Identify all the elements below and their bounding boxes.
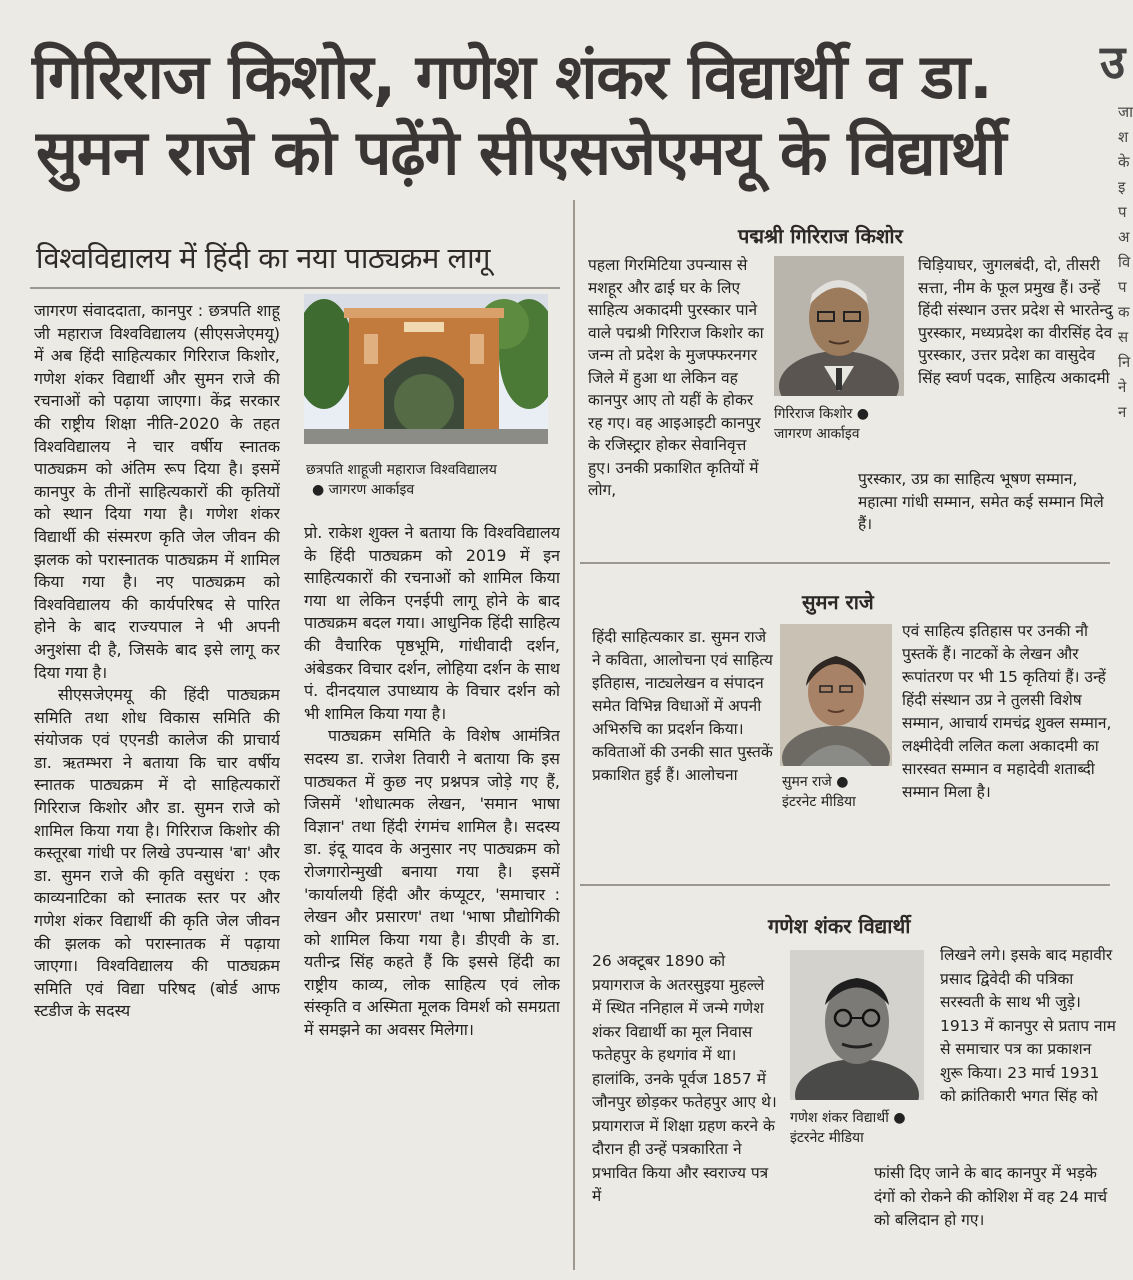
giriraj-photo-caption xyxy=(774,404,914,444)
adjacent-headline-fragment: उ xyxy=(1100,35,1126,89)
suman-text-left: हिंदी साहित्यकार डा. सुमन राजे ने कविता, आलोचना एवं साहित्य इतिहास, नाट्यलेखन व संपादन समेत विभिन्न विधाओं में अपनी अभिरुचि का प्रदर्शन किया। कविताओं की उनकी सात पुस्तकें प्रकाशित हुई हैं। आलोचना xyxy=(592,628,773,784)
giriraj-photo xyxy=(774,256,904,396)
ganesh-photo xyxy=(790,950,924,1100)
ganesh-text-left: 26 अक्टूबर 1890 को प्रयागराज के अतरसुइया मुहल्ले में स्थित ननिहाल में जन्मे गणेश शंकर विद्यार्थी का मूल निवास फतेहपुर के हथगांव में था। हालांकि, उनके पूर्वज 1857 में जौनपुर छोड़कर फतेहपुर आए थे। प्रयागराज में शिक्षा ग्रहण करने के दौरान ही उन्हें पत्रकारिता ने प्रभावित किया और स्वराज्य पत्र में xyxy=(592,952,777,1205)
suman-photo-caption xyxy=(782,772,902,812)
university-gate-photo xyxy=(304,294,548,444)
giriraj-text-right: चिड़ियाघर, जुगलबंदी, दो, तीसरी सत्ता, नीम के फूल प्रमुख हैं। उन्हें हिंदी संस्थान उत्तर प्रदेश से भारतेन्दु पुरस्कार, मध्यप्रदेश का वीरसिंह देव पुरस्कार, उत्तर प्रदेश का वासुदेव सिंह स्वर्ण पदक, साहित्य अकादमी xyxy=(918,256,1113,387)
article-paragraph: पाठ्यक्रम समिति के विशेष आमंत्रित सदस्य डा. राजेश तिवारी ने बताया कि इस पाठ्यकत में कुछ नए प्रश्नपत्र जोड़े गए हैं, जिसमें 'शोधात्मक लेखन, 'समान भाषा विज्ञान' तथा हिंदी रंगमंच शामिल है। सदस्य डा. इंदू यादव के अनुसार नए पाठ्यक्रम को रोजगारोन्मुखी बनाया गया है। इसमें 'कार्यालयी हिंदी और कंप्यूटर, 'समाचार : लेखन और प्रसारण' तथा 'भाषा प्रौद्योगिकी को शामिल किया गया है। डीएवी के डा. यतीन्द्र सिंह कहते हैं कि इससे हिंदी का राष्ट्रीय काव्य, लोक साहित्य एवं लोक संस्कृति व अस्मिता मूलक विमर्श को समग्रता में समझने का अवसर मिलेगा। xyxy=(304,726,560,1040)
subheadline-rule xyxy=(30,287,560,289)
article-paragraph: जागरण संवाददाता, कानपुर : छत्रपति शाहू जी महाराज विश्वविद्यालय (सीएसजेएमयू) में अब हिंदी साहित्यकार गिरिराज किशोर, गणेश शंकर विद्यार्थी और सुमन राजे की रचनाओं को पढ़ाया जाएगा। केंद्र सरकार की राष्ट्रीय शिक्षा नीति-2020 के तहत विश्वविद्यालय ने चार वर्षीय स्नातक पाठ्यक्रम को अंतिम रूप दिया है। इसमें कानपुर के तीनों साहित्यकारों की कृतियों को स्थान दिया गया है। गणेश शंकर विद्यार्थी की संस्मरण कृति जेल जीवन की झलक को परास्नातक पाठ्यक्रम में शामिल किया गया है। नए पाठ्यक्रम को विश्वविद्यालय की कार्यपरिषद से पारित होने के बाद राज्यपाल ने भी अपनी अनुशंसा दी है, जिसके बाद इसे लागू कर दिया गया है। xyxy=(34,301,280,682)
photo-credit: जागरण आर्काइव xyxy=(774,426,860,442)
column-divider xyxy=(573,200,575,1270)
headline-line-2: सुमन राजे को पढ़ेंगे सीएसजेएमयू के विद्यार्थी xyxy=(36,116,1006,189)
article-column-2 xyxy=(304,522,560,1270)
subheadline: विश्वविद्यालय में हिंदी का नया पाठ्यक्रम लागू xyxy=(36,241,491,275)
photo-credit: इंटरनेट मीडिया xyxy=(782,794,856,810)
photo-caption-text: गणेश शंकर विद्यार्थी xyxy=(790,1110,889,1126)
bullet-icon: ● xyxy=(856,406,869,422)
photo-caption-text: सुमन राजे xyxy=(782,774,832,790)
photo-credit: इंटरनेट मीडिया xyxy=(790,1130,864,1146)
headline-line-1: गिरिराज किशोर, गणेश शंकर विद्यार्थी व डा. xyxy=(32,40,992,113)
suman-text-right: एवं साहित्य इतिहास पर उनकी नौ पुस्तकें हैं। नाटकों के लेखन और रूपांतरण पर भी 15 कृतियां हैं। उन्हें हिंदी संस्थान उप्र ने तुलसी विशेष सम्मान, आचार्य रामचंद्र शुक्ल सम्मान, लक्ष्मीदेवी ललित कला अकादमी का सारस्वत सम्मान व महादेवी शताब्दी सम्मान मिला है। xyxy=(902,622,1112,801)
article-paragraph: प्रो. राकेश शुक्ल ने बताया कि विश्वविद्यालय के हिंदी पाठ्यक्रम को 2019 में इन साहित्यकारों की रचनाओं को शामिल किया गया था लेकिन एनईपी लागू होने के बाद पाठ्यक्रम बदल गया। आधुनिक हिंदी साहित्य की वैचारिक पृष्ठभूमि, गांधीवादी दर्शन, अंबेडकर विचार दर्शन, लोहिया दर्शन के साथ पं. दीनदयाल उपाध्याय के विचार दर्शन को भी शामिल किया गया है। xyxy=(304,523,560,723)
section-rule xyxy=(580,562,1110,564)
section-rule xyxy=(580,884,1110,886)
giriraj-text-left: पहला गिरमिटिया उपन्यास से मशहूर और ढाई घर के लिए साहित्य अकादमी पुरस्कार पाने वाले पद्मश्री गिरिराज किशोर का जन्म तो प्रदेश के मुजफ्फरनगर जिले में हुआ था लेकिन वह कानपुर आए तो यहीं के होकर रह गए। वह आइआइटी कानपुर के रजिस्ट्रार होकर सेवानिवृत्त हुए। उनकी प्रकाशित कृतियों में लोग, xyxy=(588,256,764,499)
article-column-1 xyxy=(34,300,280,1268)
suman-photo xyxy=(780,624,892,766)
giriraj-text-bottom: पुरस्कार, उप्र का साहित्य भूषण सम्मान, महात्मा गांधी सम्मान, समेत कई सम्मान मिले हैं। xyxy=(858,470,1104,533)
ganesh-photo-caption xyxy=(790,1108,950,1148)
gate-photo-caption xyxy=(306,460,556,500)
suman-title: सुमन राजे xyxy=(802,590,874,614)
bullet-icon: ● xyxy=(312,482,329,498)
bullet-icon: ● xyxy=(893,1110,906,1126)
article-paragraph: सीएसजेएमयू की हिंदी पाठ्यक्रम समिति तथा शोध विकास समिति की संयोजक एवं एएनडी कालेज की प्राचार्य डा. ऋतम्भरा ने बताया कि चार वर्षीय स्नातक पाठ्यक्रम में दो साहित्यकारों गिरिराज किशोर और डा. सुमन राजे को शामिल किया गया है। गिरिराज किशोर की कस्तूरबा गांधी पर लिखे उपन्यास 'बा' और डा. सुमन राजे की कृति वसुधंरा : एक काव्यनाटिका को स्नातक स्तर पर और गणेश शंकर विद्यार्थी की कृति जेल जीवन की झलक को परास्नातक में पढ़ाया जाएगा। विश्वविद्यालय की पाठ्यक्रम समिति एवं विद्या परिषद (बोर्ड आफ स्टडीज के सदस्य xyxy=(34,685,280,1021)
ganesh-text-bottom: फांसी दिए जाने के बाद कानपुर में भड़के दंगों को रोकने की कोशिश में वह 24 मार्च को बलिदान हो गए। xyxy=(874,1164,1108,1229)
photo-credit: जागरण आर्काइव xyxy=(328,482,415,498)
ganesh-text-right: लिखने लगे। इसके बाद महावीर प्रसाद द्विवेदी की पत्रिका सरस्वती के साथ भी जुड़े। 1913 में कानपुर से प्रताप नाम से समाचार पत्र का प्रकाशन शुरू किया। 23 मार्च 1931 को क्रांतिकारी भगत सिंह को xyxy=(940,946,1116,1105)
ganesh-title: गणेश शंकर विद्यार्थी xyxy=(768,914,911,938)
bullet-icon: ● xyxy=(836,774,849,790)
giriraj-title: पद्मश्री गिरिराज किशोर xyxy=(738,224,903,248)
photo-caption-text: छत्रपति शाहूजी महाराज विश्वविद्यालय xyxy=(306,462,497,478)
photo-caption-text: गिरिराज किशोर xyxy=(774,406,853,422)
adjacent-column-fragment: जा श के इ प अ वि प क स नि ने न xyxy=(1118,103,1133,421)
